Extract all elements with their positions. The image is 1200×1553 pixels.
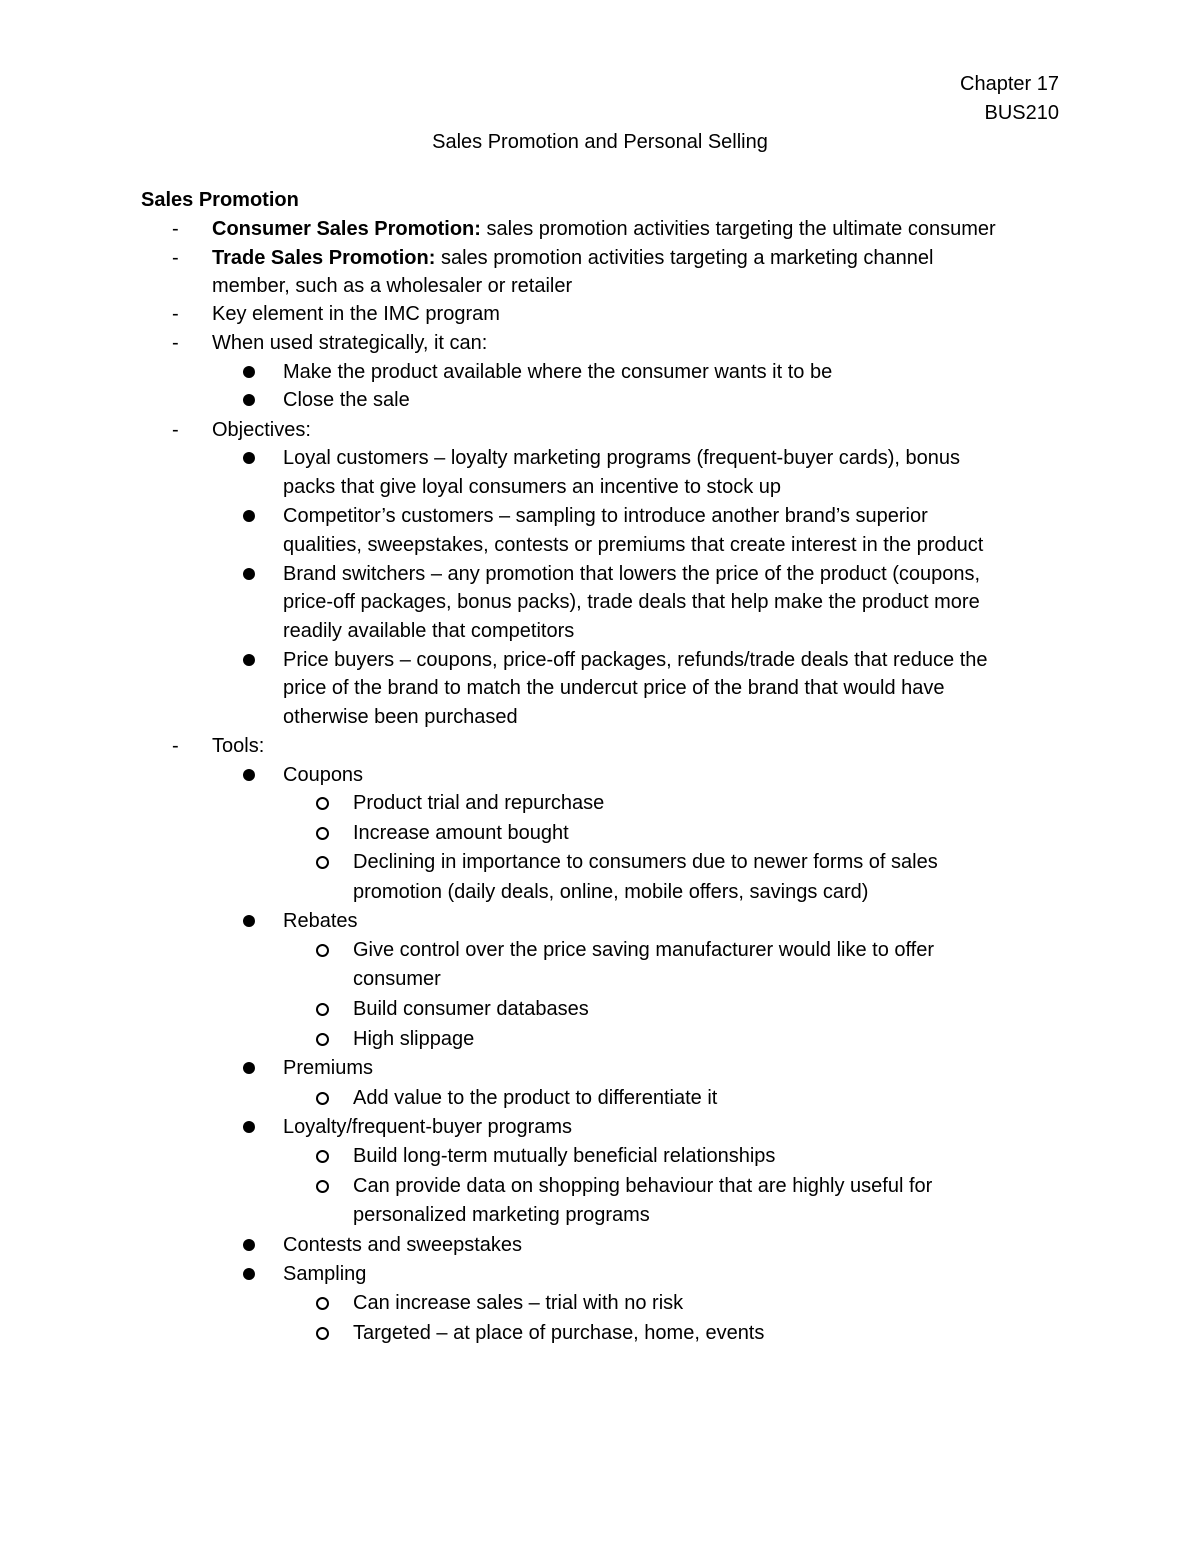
list-item-consumer-sales-promotion [212,215,996,244]
tool-loyalty-programs: Loyalty/frequent-buyer programs [283,1116,573,1138]
sampling-point: Targeted – at place of purchase, home, events [353,1322,765,1344]
page-title: Sales Promotion and Personal Selling [432,131,768,153]
dash-marker: - [172,247,179,269]
rebates-point-continued: consumer [353,968,441,990]
list-item-objectives: Objectives: [212,419,311,441]
bullet-circle [316,944,329,957]
definition-trade: sales promotion activities targeting a marketing channel [440,247,934,269]
definition-consumer: sales promotion activities targeting the ultimate consumer [486,218,996,240]
strategic-item-available: Make the product available where the consumer wants it to be [283,361,833,383]
tool-premiums: Premiums [283,1057,374,1079]
bullet-disc [243,1239,255,1251]
loyalty-point: Can provide data on shopping behaviour that are highly useful for [353,1175,933,1197]
bullet-circle [316,797,329,810]
objective-competitor-customers: Competitor’s customers – sampling to introduce another brand’s superior [283,505,928,527]
bullet-disc [243,1121,255,1133]
loyalty-point: Build long-term mutually beneficial relationships [353,1145,776,1167]
chapter-label: Chapter 17 [960,73,1059,95]
objective-brand-switchers-continued: price-off packages, bonus packs), trade deals that help make the product more [283,591,980,613]
objective-price-buyers-continued: otherwise been purchased [283,706,518,728]
bullet-disc [243,1268,255,1280]
bullet-circle [316,1003,329,1016]
dash-marker: - [172,735,179,757]
dash-marker: - [172,419,179,441]
bullet-circle [316,856,329,869]
rebates-point: Build consumer databases [353,998,589,1020]
objective-price-buyers: Price buyers – coupons, price-off packages, refunds/trade deals that reduce the [283,649,988,671]
objective-competitor-customers-continued: qualities, sweepstakes, contests or premiums that create interest in the product [283,534,984,556]
tool-coupons: Coupons [283,764,364,786]
bullet-circle [316,1150,329,1163]
objective-brand-switchers-continued: readily available that competitors [283,620,575,642]
course-code: BUS210 [984,102,1059,124]
list-item-trade-sales-promotion [212,244,933,273]
bullet-disc [243,654,255,666]
strategic-item-close: Close the sale [283,389,410,411]
coupons-point: Product trial and repurchase [353,792,605,814]
bullet-disc [243,394,255,406]
rebates-point: Give control over the price saving manufacturer would like to offer [353,939,935,961]
tool-contests: Contests and sweepstakes [283,1234,523,1256]
premiums-point: Add value to the product to differentiate it [353,1087,718,1109]
bullet-disc [243,568,255,580]
tool-rebates: Rebates [283,910,358,932]
term-trade: Trade Sales Promotion: [212,247,436,269]
bullet-disc [243,366,255,378]
bullet-circle [316,1327,329,1340]
list-item-tools: Tools: [212,735,265,757]
bullet-circle [316,1033,329,1046]
coupons-point-continued: promotion (daily deals, online, mobile offers, savings card) [353,881,869,903]
bullet-circle [316,1180,329,1193]
definition-trade-continued: member, such as a wholesaler or retailer [212,275,573,297]
rebates-point: High slippage [353,1028,475,1050]
list-item-imc: Key element in the IMC program [212,303,500,325]
objective-brand-switchers: Brand switchers – any promotion that lowers the price of the product (coupons, [283,563,981,585]
sampling-point: Can increase sales – trial with no risk [353,1292,684,1314]
coupons-point: Increase amount bought [353,822,569,844]
list-item-strategic: When used strategically, it can: [212,332,488,354]
dash-marker: - [172,332,179,354]
bullet-disc [243,1062,255,1074]
bullet-disc [243,510,255,522]
objective-loyal-customers: Loyal customers – loyalty marketing programs (frequent-buyer cards), bonus [283,447,960,469]
term-consumer: Consumer Sales Promotion: [212,218,481,240]
bullet-disc [243,769,255,781]
bullet-circle [316,827,329,840]
bullet-circle [316,1092,329,1105]
coupons-point: Declining in importance to consumers due to newer forms of sales [353,851,938,873]
objective-loyal-customers-continued: packs that give loyal consumers an incentive to stock up [283,476,782,498]
loyalty-point-continued: personalized marketing programs [353,1204,650,1226]
dash-marker: - [172,303,179,325]
bullet-disc [243,452,255,464]
dash-marker: - [172,218,179,240]
section-heading: Sales Promotion [141,189,299,211]
bullet-circle [316,1297,329,1310]
tool-sampling: Sampling [283,1263,367,1285]
objective-price-buyers-continued: price of the brand to match the undercut price of the brand that would have [283,677,945,699]
bullet-disc [243,915,255,927]
